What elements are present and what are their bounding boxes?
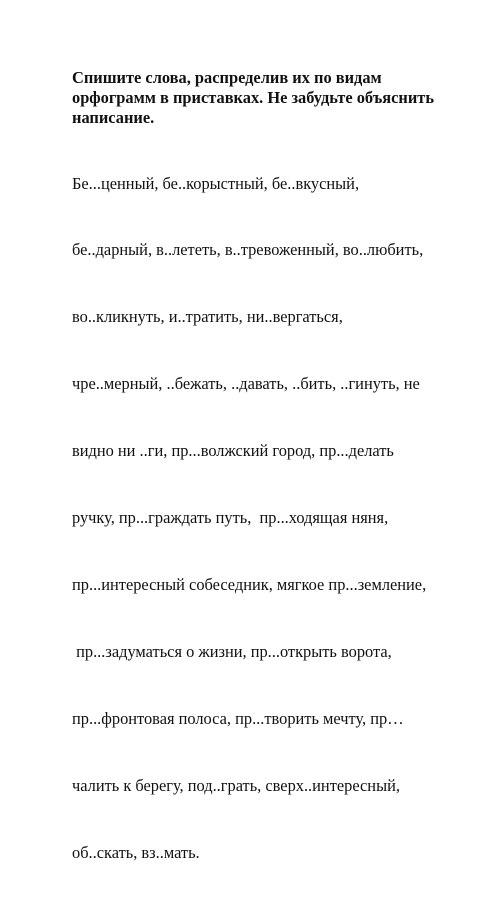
exercise-word-list xyxy=(72,128,472,908)
instruction-line: написание. xyxy=(72,108,155,127)
instruction-line: орфограмм в приставках. Не забудьте объяснить xyxy=(72,88,435,107)
word-list-line: ручку, пр...граждать путь, пр...ходящая няня, xyxy=(72,508,389,528)
word-list-line: бе..дарный, в..лететь, в..тревоженный, во..любить, xyxy=(72,240,424,260)
word-list-line: об..скать, вз..мать. xyxy=(72,842,200,862)
word-list-line: чалить к берегу, под..грать, сверх..интересный, xyxy=(72,775,400,795)
word-list-line: во..кликнуть, и..тратить, ни..вергаться, xyxy=(72,307,343,327)
instruction-line: Спишите слова, распределив их по видам xyxy=(72,68,382,87)
word-list-line: пр...интересный собеседник, мягкое пр...земление, xyxy=(72,574,427,594)
word-list-line: пр...задуматься о жизни, пр...открыть ворота, xyxy=(72,641,392,661)
word-list-line: чре..мерный, ..бежать, ..давать, ..бить, ..гинуть, не xyxy=(72,374,420,394)
word-list-line: пр...фронтовая полоса, пр...творить мечту, пр… xyxy=(72,708,404,728)
exercise-block xyxy=(72,68,472,908)
exercise-instruction xyxy=(72,68,472,128)
word-list-line: видно ни ..ги, пр...волжский город, пр...делать xyxy=(72,441,394,461)
word-list-line: Бе...ценный, бе..корыстный, бе..вкусный, xyxy=(72,173,360,193)
